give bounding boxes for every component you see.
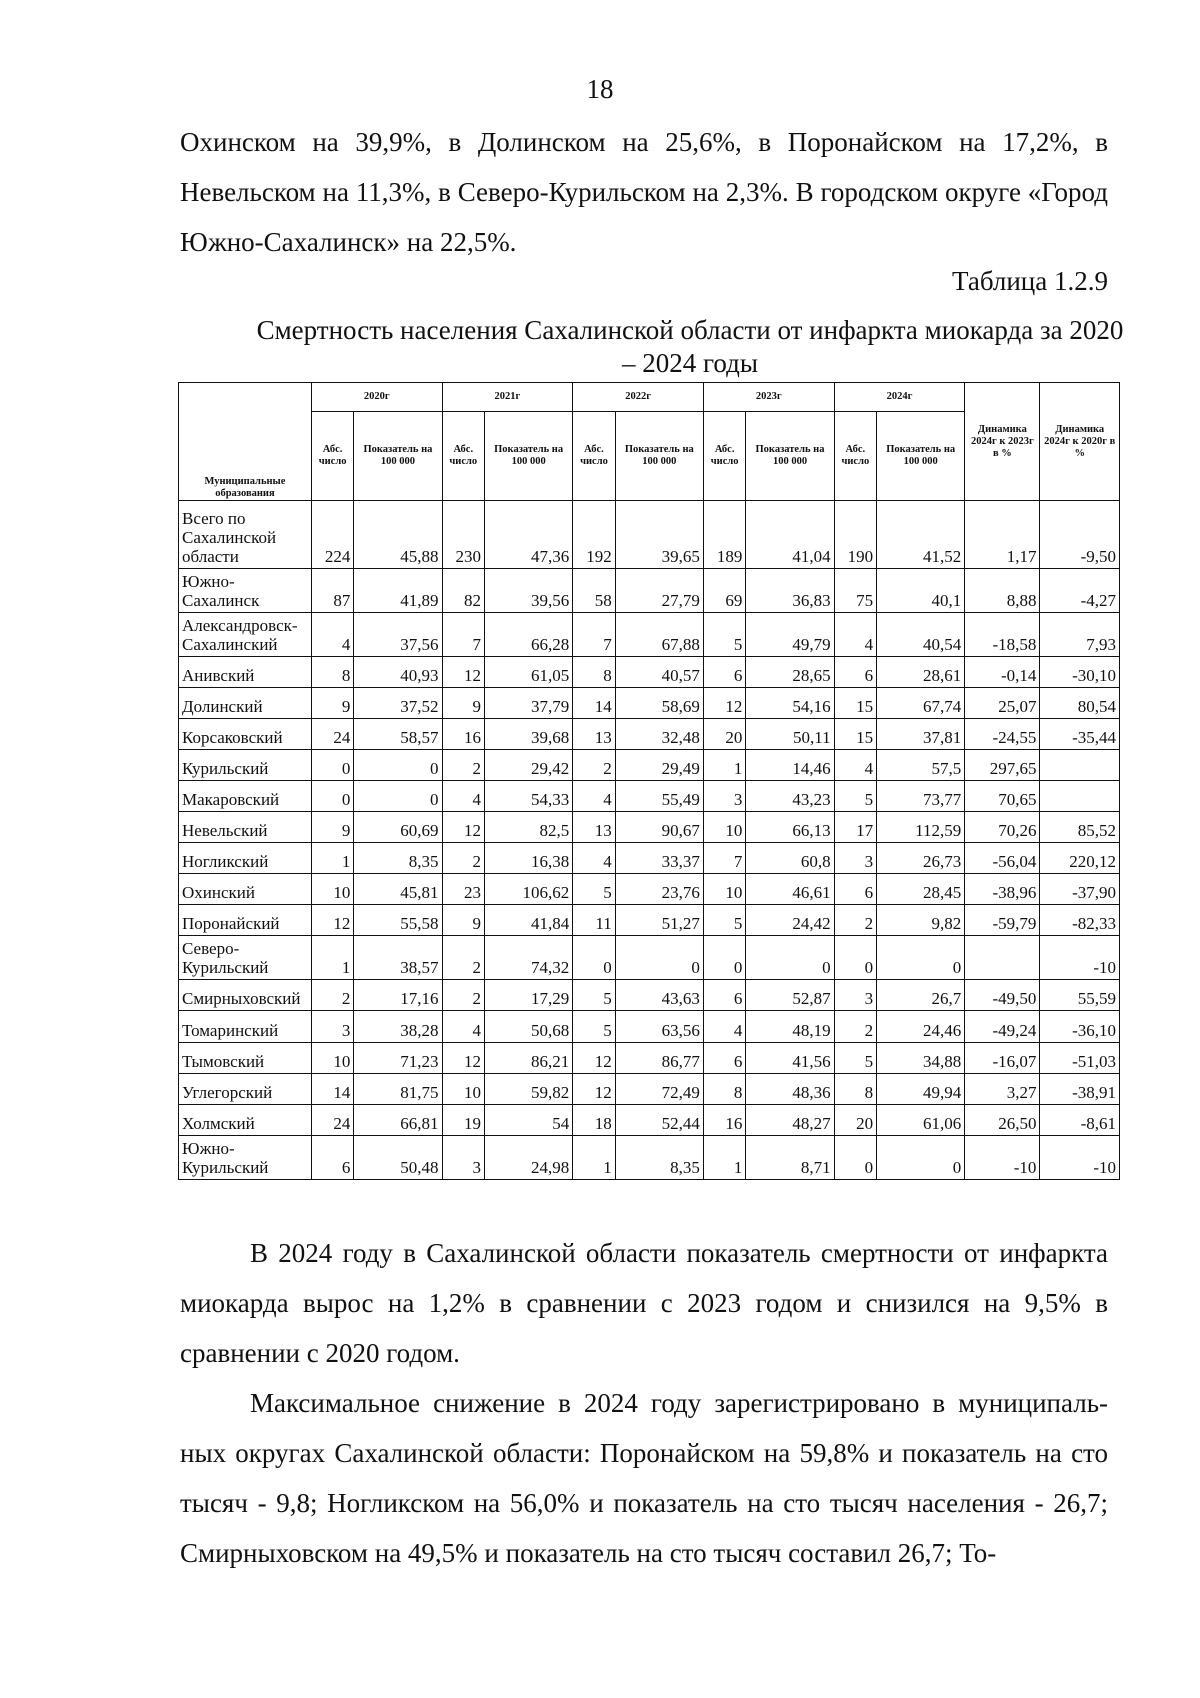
table-cell: -4,27 [1040,568,1120,612]
abs-header: Абс. число [573,412,615,501]
table-cell: 3 [311,1011,353,1042]
table-row [179,811,1120,842]
table-cell: 3 [834,843,876,874]
table-cell: 52,87 [746,980,834,1011]
table-cell: 0 [703,936,745,980]
table-cell: 2 [311,980,353,1011]
table-cell: 12 [703,687,745,718]
table-cell: 2 [834,1011,876,1042]
table-cell: -0,14 [965,656,1040,687]
table-cell: 8,71 [746,1135,834,1179]
table-cell: 34,88 [877,1042,965,1073]
table-cell: 37,56 [354,612,442,656]
table-cell: 1 [703,749,745,780]
table-cell: 4 [573,780,615,811]
table-cell: -10 [1040,1135,1120,1179]
table-row [179,843,1120,874]
table-cell: 6 [311,1135,353,1179]
table-cell: 5 [573,980,615,1011]
table-cell: 24 [311,718,353,749]
table-cell: 36,83 [746,568,834,612]
table-cell: 0 [877,936,965,980]
table-cell: 41,84 [485,905,573,936]
table-cell: 55,49 [615,780,703,811]
table-cell: 48,36 [746,1073,834,1104]
table-cell: 60,8 [746,843,834,874]
table-row [179,656,1120,687]
rate-header: Показатель на 100 000 [746,412,834,501]
municipality-name: Корсаковский [179,718,312,749]
table-cell: -10 [1040,936,1120,980]
table-cell: 0 [834,1135,876,1179]
table-row [179,874,1120,905]
table-row [179,749,1120,780]
table-cell: 28,45 [877,874,965,905]
table-cell: 8,88 [965,568,1040,612]
table-cell: -10 [965,1135,1040,1179]
table-cell: 27,79 [615,568,703,612]
table-cell: 24,42 [746,905,834,936]
table-cell: 29,42 [485,749,573,780]
table-cell: 43,63 [615,980,703,1011]
table-cell: 14,46 [746,749,834,780]
year-header: 2023г [703,383,834,412]
table-cell: 37,52 [354,687,442,718]
table-cell: 23,76 [615,874,703,905]
abs-header: Абс. число [703,412,745,501]
table-row [179,687,1120,718]
table-cell: 40,54 [877,612,965,656]
table-cell: -56,04 [965,843,1040,874]
table-cell: 73,77 [877,780,965,811]
table-cell: 51,27 [615,905,703,936]
table-cell: 41,89 [354,568,442,612]
table-cell: 2 [442,749,484,780]
table-cell: 5 [703,612,745,656]
abs-header: Абс. число [442,412,484,501]
municipality-name: Холмский [179,1104,312,1135]
table-cell: 38,28 [354,1011,442,1042]
table-cell: 45,88 [354,501,442,569]
municipality-name: Северо-Курильский [179,936,312,980]
municipality-name: Долинский [179,687,312,718]
table-cell: 29,49 [615,749,703,780]
abs-header: Абс. число [311,412,353,501]
table-cell: 28,65 [746,656,834,687]
table-cell: 5 [703,905,745,936]
table-cell: 5 [834,1042,876,1073]
table-cell: 0 [877,1135,965,1179]
table-cell: 66,28 [485,612,573,656]
table-cell: 86,21 [485,1042,573,1073]
table-cell: 63,56 [615,1011,703,1042]
table-cell: 112,59 [877,811,965,842]
table-cell: 0 [311,749,353,780]
table-cell: 39,68 [485,718,573,749]
table-cell: 0 [834,936,876,980]
table-cell: 24 [311,1104,353,1135]
table-cell: 4 [442,780,484,811]
mortality-table [178,382,1120,1180]
year-header: 2020г [311,383,442,412]
table-cell: 4 [311,612,353,656]
table-cell: 10 [311,1042,353,1073]
table-cell: 7 [442,612,484,656]
table-cell: 9 [311,811,353,842]
table-cell: 82 [442,568,484,612]
table-cell: 85,52 [1040,811,1120,842]
table-cell: 1 [311,843,353,874]
table-cell: 70,26 [965,811,1040,842]
table-cell: 39,56 [485,568,573,612]
municipality-name: Поронайский [179,905,312,936]
table-cell: 220,12 [1040,843,1120,874]
rate-header: Показатель на 100 000 [485,412,573,501]
table-cell: 58,57 [354,718,442,749]
table-cell: -49,24 [965,1011,1040,1042]
table-cell: 5 [573,1011,615,1042]
table-cell: 57,5 [877,749,965,780]
table-cell: 0 [311,780,353,811]
table-cell: 12 [442,1042,484,1073]
table-cell: 74,32 [485,936,573,980]
table-row [179,905,1120,936]
table-cell: 37,81 [877,718,965,749]
table-cell: 0 [615,936,703,980]
year-header: 2021г [442,383,573,412]
table-cell: -8,61 [1040,1104,1120,1135]
table-cell: 3 [834,980,876,1011]
municipality-name: Анивский [179,656,312,687]
table-cell: -38,96 [965,874,1040,905]
table-cell: -37,90 [1040,874,1120,905]
table-cell: 5 [834,780,876,811]
table-cell: 189 [703,501,745,569]
table-cell: -49,50 [965,980,1040,1011]
table-cell: 54,16 [746,687,834,718]
table-cell: 41,52 [877,501,965,569]
table-cell: 8 [703,1073,745,1104]
table-cell: 86,77 [615,1042,703,1073]
table-cell [1040,780,1120,811]
table-cell: 75 [834,568,876,612]
table-row [179,780,1120,811]
table-cell: 8 [834,1073,876,1104]
table-cell: 6 [703,656,745,687]
table-cell: 6 [703,980,745,1011]
table-cell: 61,05 [485,656,573,687]
table-row [179,501,1120,569]
rate-header: Показатель на 100 000 [354,412,442,501]
table-cell: 8,35 [615,1135,703,1179]
table-cell: 26,7 [877,980,965,1011]
rate-header: Показатель на 100 000 [877,412,965,501]
table-cell: 13 [573,718,615,749]
table-cell: -35,44 [1040,718,1120,749]
table-cell: 12 [573,1042,615,1073]
table-cell: 47,36 [485,501,573,569]
table-row [179,1104,1120,1135]
table-cell: 230 [442,501,484,569]
table-cell: 7,93 [1040,612,1120,656]
table-cell: 7 [703,843,745,874]
table-cell: 192 [573,501,615,569]
table-cell: 1 [703,1135,745,1179]
intro-paragraph: Охинском на 39,9%, в Долинском на 25,6%, в Поронайском на 17,2%, в Невельском на 11,3%, в Северо-Курильском на 2,3%. В городском округе «Город Южно-Сахалинск» на 22,5%. [180,127,1108,257]
municipality-name: Всего по Сахалинской области [179,501,312,569]
dynamics-2024-2023-header: Динамика 2024г к 2023г в % [965,383,1040,501]
table-cell: 17,29 [485,980,573,1011]
table-cell: 4 [703,1011,745,1042]
table-row [179,1011,1120,1042]
municipality-name: Смирныховский [179,980,312,1011]
table-cell: 2 [573,749,615,780]
table-cell: 69 [703,568,745,612]
table-cell: 2 [442,980,484,1011]
year-header: 2024г [834,383,965,412]
table-cell: 18 [573,1104,615,1135]
table-cell: 50,48 [354,1135,442,1179]
municipality-name: Макаровский [179,780,312,811]
table-cell: 10 [703,874,745,905]
table-cell: 25,07 [965,687,1040,718]
table-cell: 2 [442,843,484,874]
table-row [179,1135,1120,1179]
table-cell: 8 [573,656,615,687]
table-cell: 24,46 [877,1011,965,1042]
table-cell: 4 [834,749,876,780]
table-cell: 12 [311,905,353,936]
table-cell: -16,07 [965,1042,1040,1073]
table-cell: 61,06 [877,1104,965,1135]
table-cell: 26,73 [877,843,965,874]
table-cell: 23 [442,874,484,905]
table-row [179,980,1120,1011]
table-cell: 5 [573,874,615,905]
table-cell: -36,10 [1040,1011,1120,1042]
table-cell: 50,11 [746,718,834,749]
table-cell: 6 [834,656,876,687]
table-cell: -9,50 [1040,501,1120,569]
municipality-name: Ногликский [179,843,312,874]
table-cell: -18,58 [965,612,1040,656]
rate-header: Показатель на 100 000 [615,412,703,501]
table-cell: 6 [703,1042,745,1073]
table-cell: 87 [311,568,353,612]
table-row [179,718,1120,749]
table-cell: 71,23 [354,1042,442,1073]
table-cell: 41,56 [746,1042,834,1073]
table-cell: 58 [573,568,615,612]
table-cell: 12 [442,811,484,842]
table-row [179,936,1120,980]
page-number: 18 [586,74,614,104]
municipality-name: Южно-Сахалинск [179,568,312,612]
table-cell: 48,27 [746,1104,834,1135]
year-header: 2022г [573,383,704,412]
table-cell: 45,81 [354,874,442,905]
table-cell: 3 [703,780,745,811]
table-cell: 1 [573,1135,615,1179]
table-cell: 55,58 [354,905,442,936]
table-cell: 40,93 [354,656,442,687]
table-cell: 43,23 [746,780,834,811]
table-title: Смертность населения Сахалинской области от инфаркта миокарда за 2020 – 2024 годы [256,315,1124,378]
table-cell: 67,74 [877,687,965,718]
table-row [179,568,1120,612]
table-cell: 33,37 [615,843,703,874]
table-row [179,1042,1120,1073]
table-cell: 15 [834,718,876,749]
table-cell: 2 [442,936,484,980]
table-cell: 46,61 [746,874,834,905]
table-cell: 16,38 [485,843,573,874]
table-cell: 3 [442,1135,484,1179]
table-cell: 8,35 [354,843,442,874]
table-cell: 82,5 [485,811,573,842]
table-cell: 59,82 [485,1073,573,1104]
table-row [179,612,1120,656]
table-cell: 10 [311,874,353,905]
table-cell: 24,98 [485,1135,573,1179]
table-cell: 0 [746,936,834,980]
table-cell: -30,10 [1040,656,1120,687]
table-cell: 0 [354,780,442,811]
table-cell: 40,57 [615,656,703,687]
table-cell: 39,65 [615,501,703,569]
table-cell: 190 [834,501,876,569]
municipality-header: Муниципальные образования [179,383,312,501]
table-cell: 20 [703,718,745,749]
table-cell: 32,48 [615,718,703,749]
table-cell: 9,82 [877,905,965,936]
table-cell: -51,03 [1040,1042,1120,1073]
municipality-name: Курильский [179,749,312,780]
table-cell: 2 [834,905,876,936]
table-cell: 90,67 [615,811,703,842]
municipality-name: Тымовский [179,1042,312,1073]
table-cell: 38,57 [354,936,442,980]
table-cell: 80,54 [1040,687,1120,718]
table-cell: 19 [442,1104,484,1135]
municipality-name: Охинский [179,874,312,905]
table-cell: -82,33 [1040,905,1120,936]
table-cell: 49,79 [746,612,834,656]
table-cell: 49,94 [877,1073,965,1104]
table-cell: 106,62 [485,874,573,905]
table-cell: 60,69 [354,811,442,842]
table-label: Таблица 1.2.9 [952,266,1108,296]
table-cell: 52,44 [615,1104,703,1135]
table-cell: 12 [573,1073,615,1104]
table-cell: 37,79 [485,687,573,718]
table-body [179,501,1120,1180]
paragraph-2: В 2024 году в Сахалинской области показатель смертности от инфаркта миокарда вырос на 1,2% в сравнении с 2023 годом и снизился на 9,5% в сравнении с 2020 годом. [180,1238,1108,1368]
table-cell: 1,17 [965,501,1040,569]
table-cell: 12 [442,656,484,687]
table-cell: -38,91 [1040,1073,1120,1104]
table-cell: 55,59 [1040,980,1120,1011]
table-cell: 7 [573,612,615,656]
table-cell: 54,33 [485,780,573,811]
paragraph-3: Максимальное снижение в 2024 году зарегистрировано в муниципаль-ных округах Сахалинской области: Поронайском на 59,8% и показатель на сто тысяч - 9,8; Ногликском на 56,0% и показатель на сто тысяч населения - 26,7; Смирныховском на 49,5% и показатель на сто тысяч составил 26,7; То- [180,1388,1108,1568]
table-cell: 70,65 [965,780,1040,811]
table-cell: 6 [834,874,876,905]
table-cell: 17,16 [354,980,442,1011]
table-cell: 81,75 [354,1073,442,1104]
table-cell: 16 [442,718,484,749]
table-cell: 8 [311,656,353,687]
table-cell: 66,13 [746,811,834,842]
table-cell: 40,1 [877,568,965,612]
table-cell: 0 [354,749,442,780]
table-cell [1040,749,1120,780]
table-row [179,1073,1120,1104]
table-cell: 50,68 [485,1011,573,1042]
table-cell: 48,19 [746,1011,834,1042]
table-cell: 41,04 [746,501,834,569]
table-cell: 224 [311,501,353,569]
table-cell: 14 [573,687,615,718]
table-cell: 67,88 [615,612,703,656]
municipality-name: Томаринский [179,1011,312,1042]
dynamics-2024-2020-header: Динамика 2024г к 2020г в % [1040,383,1120,501]
table-cell: 26,50 [965,1104,1040,1135]
table-cell: 66,81 [354,1104,442,1135]
table-cell [965,936,1040,980]
table-cell: 10 [703,811,745,842]
table-cell: 4 [834,612,876,656]
table-cell: 3,27 [965,1073,1040,1104]
table-cell: 15 [834,687,876,718]
table-cell: 16 [703,1104,745,1135]
table-cell: 54 [485,1104,573,1135]
table-cell: -24,55 [965,718,1040,749]
table-cell: 28,61 [877,656,965,687]
table-cell: 58,69 [615,687,703,718]
table-cell: 72,49 [615,1073,703,1104]
table-cell: 297,65 [965,749,1040,780]
table-header-years [179,383,1120,412]
municipality-name: Александровск-Сахалинский [179,612,312,656]
table-cell: 11 [573,905,615,936]
table-cell: 9 [442,905,484,936]
table-cell: 9 [311,687,353,718]
municipality-name: Углегорский [179,1073,312,1104]
table-cell: 13 [573,811,615,842]
table-cell: -59,79 [965,905,1040,936]
table-cell: 0 [573,936,615,980]
abs-header: Абс. число [834,412,876,501]
table-cell: 1 [311,936,353,980]
table-cell: 9 [442,687,484,718]
table-cell: 4 [573,843,615,874]
table-cell: 4 [442,1011,484,1042]
table-cell: 10 [442,1073,484,1104]
municipality-name: Невельский [179,811,312,842]
table-cell: 14 [311,1073,353,1104]
table-cell: 17 [834,811,876,842]
table-cell: 20 [834,1104,876,1135]
municipality-name: Южно-Курильский [179,1135,312,1179]
